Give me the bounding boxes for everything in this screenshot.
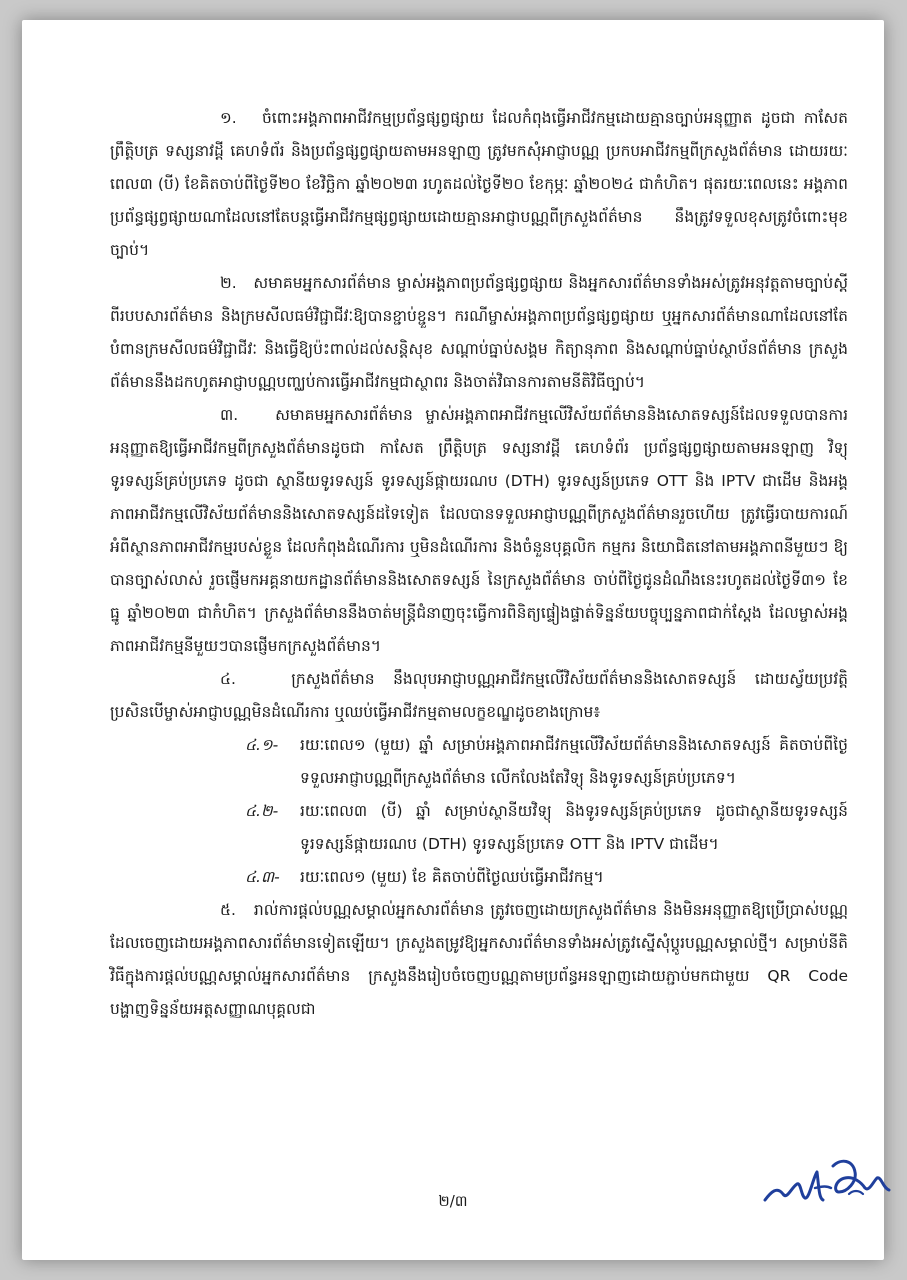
paragraph-3-text: សមាគមអ្នកសារព័ត៌មាន ម្ចាស់អង្គភាពអាជីវកម្មលើវិស័យព័ត៌មាននិងសោតទស្សន៍ដែលទទួលបានការអនុញ្ញាតឱ្យធ្វើអាជីវកម្មពីក្រសួងព័ត៌មានដូចជា កាសែត ព្រឹត្តិបត្រ ទស្សនាវដ្តី គេហទំព័រ ប្រព័ន្ធផ្សព្វផ្សាយតាមអនឡាញ វិទ្យុ ទូរទស្សន៍គ្រប់ប្រភេទ ដូចជា ស្ថានីយទូរទស្សន៍ ទូរទស្សន៍ផ្កាយរណប (DTH) ទូរទស្សន៍ប្រភេទ OTT និង IPTV ជាដើម និងអង្គភាពអាជីវកម្មលើវិស័យព័ត៌មាននិងសោតទស្សន៍ដទៃទៀត ដែលបានទទួលអាជ្ញាបណ្ណពីក្រសួងព័ត៌មានរួចហើយ ត្រូវធ្វើរបាយការណ៍អំពីស្ថានភាពអាជីវកម្មរបស់ខ្លួន ដែលកំពុងដំណើរការ ឬមិនដំណើរការ និងចំនួនបុគ្គលិក កម្មករ និយោជិតនៅតាមអង្គភាពនីមួយៗ ឱ្យបានច្បាស់លាស់ រួចផ្ញើមកអគ្គនាយកដ្ឋានព័ត៌មាននិងសោតទស្សន៍ នៃក្រសួងព័ត៌មាន ចាប់ពីថ្ងៃជូនដំណឹងនេះរហូតដល់ថ្ងៃទី៣១ ខែធ្នូ ឆ្នាំ២០២៣ ជាកំហិត។ ក្រសួងព័ត៌មាននឹងចាត់មន្ត្រីជំនាញចុះធ្វើការពិនិត្យផ្ទៀងផ្ទាត់ទិន្នន័យបច្ចុប្បន្នភាពជាក់ស្តែង ដែលម្ចាស់អង្គភាពអាជីវកម្មនីមួយៗបានផ្ញើមកក្រសួងព័ត៌មាន។ bbox=[110, 406, 848, 655]
paragraph-5-number: ៥. bbox=[220, 901, 236, 919]
sub-item-4-2-number: ៤.២- bbox=[245, 802, 279, 820]
document-page bbox=[22, 20, 884, 1260]
sub-item-4-3 bbox=[245, 861, 848, 894]
sub-item-4-1 bbox=[245, 729, 848, 795]
sub-item-4-3-text: រយៈពេល១ (មួយ) ខែ គិតចាប់ពីថ្ងៃឈប់ធ្វើអាជីវកម្ម។ bbox=[300, 868, 604, 886]
sub-item-4-2 bbox=[245, 795, 848, 861]
paragraph-4-text: ក្រសួងព័ត៌មាន នឹងលុបអាជ្ញាបណ្ណអាជីវកម្មលើវិស័យព័ត៌មាននិងសោតទស្សន៍ ដោយស្វ័យប្រវត្តិ ប្រសិនបើម្ចាស់អាជ្ញាបណ្ណមិនដំណើរការ ឬឈប់ធ្វើអាជីវកម្មតាមលក្ខខណ្ឌដូចខាងក្រោម៖ bbox=[110, 670, 848, 721]
sub-item-4-1-number: ៤.១- bbox=[245, 736, 279, 754]
paragraph-1 bbox=[110, 102, 848, 267]
paragraph-2 bbox=[110, 267, 848, 399]
paragraph-4-number: ៤. bbox=[220, 670, 236, 688]
paragraph-1-text: ចំពោះអង្គភាពអាជីវកម្មប្រព័ន្ធផ្សព្វផ្សាយ ដែលកំពុងធ្វើអាជីវកម្មដោយគ្មានច្បាប់អនុញ្ញាត ដូចជា កាសែត ព្រឹត្តិបត្រ ទស្សនាវដ្តី គេហទំព័រ និងប្រព័ន្ធផ្សព្វផ្សាយតាមអនឡាញ ត្រូវមកសុំអាជ្ញាបណ្ណ ប្រកបអាជីវកម្មពីក្រសួងព័ត៌មាន ដោយរយៈពេល៣ (បី) ខែគិតចាប់ពីថ្ងៃទី២០ ខែវិច្ឆិកា ឆ្នាំ២០២៣ រហូតដល់ថ្ងៃទី២០ ខែកុម្ភៈ ឆ្នាំ២០២៤ ជាកំហិត។ ផុតរយៈពេលនេះ អង្គភាពប្រព័ន្ធផ្សព្វផ្សាយណាដែលនៅតែបន្តធ្វើអាជីវកម្មផ្សព្វផ្សាយដោយគ្មានអាជ្ញាបណ្ណពីក្រសួងព័ត៌មាន នឹងត្រូវទទួលខុសត្រូវចំពោះមុខច្បាប់។ bbox=[110, 109, 848, 259]
paragraph-3 bbox=[110, 399, 848, 663]
paragraph-3-number: ៣. bbox=[220, 406, 239, 424]
paragraph-4 bbox=[110, 663, 848, 729]
signature-initials bbox=[757, 1148, 897, 1218]
paragraph-2-text: សមាគមអ្នកសារព័ត៌មាន ម្ចាស់អង្គភាពប្រព័ន្ធផ្សព្វផ្សាយ និងអ្នកសារព័ត៌មានទាំងអស់ត្រូវអនុវត្តតាមច្បាប់ស្តីពីរបបសារព័ត៌មាន និងក្រមសីលធម៌វិជ្ជាជីវៈឱ្យបានខ្ជាប់ខ្ជួន។ ករណីម្ចាស់អង្គភាពប្រព័ន្ធផ្សព្វផ្សាយ ឬអ្នកសារព័ត៌មានណាដែលនៅតែបំពានក្រមសីលធម៌វិជ្ជាជីវៈ និងធ្វើឱ្យប៉ះពាល់ដល់សន្តិសុខ សណ្តាប់ធ្នាប់សង្គម កិត្យានុភាព និងសណ្តាប់ធ្នាប់ស្ថាប័នព័ត៌មាន ក្រសួងព័ត៌មាននឹងដកហូតអាជ្ញាបណ្ណបញ្ឈប់ការធ្វើអាជីវកម្មជាស្ថាពរ និងចាត់វិធានការតាមនីតិវិធីច្បាប់។ bbox=[110, 274, 848, 391]
document-body bbox=[110, 102, 848, 1026]
sub-item-4-2-text: រយៈពេល៣ (បី) ឆ្នាំ សម្រាប់ស្ថានីយវិទ្យុ និងទូរទស្សន៍គ្រប់ប្រភេទ ដូចជាស្ថានីយទូរទស្សន៍ ទូរទស្សន៍ផ្កាយរណប (DTH) ទូរទស្សន៍ប្រភេទ OTT និង IPTV ជាដើម។ bbox=[300, 802, 848, 853]
paragraph-5-text: រាល់ការផ្តល់បណ្ណសម្គាល់អ្នកសារព័ត៌មាន ត្រូវចេញដោយក្រសួងព័ត៌មាន និងមិនអនុញ្ញាតឱ្យប្រើប្រាស់បណ្ណដែលចេញដោយអង្គភាពសារព័ត៌មានទៀតឡើយ។ ក្រសួងតម្រូវឱ្យអ្នកសារព័ត៌មានទាំងអស់ត្រូវស្នើសុំប្តូរបណ្ណសម្គាល់ថ្មី។ សម្រាប់នីតិវិធីក្នុងការផ្តល់បណ្ណសម្គាល់អ្នកសារព័ត៌មាន ក្រសួងនឹងរៀបចំចេញបណ្ណតាមប្រព័ន្ធអនឡាញដោយភ្ជាប់មកជាមួយ QR Code បង្ហាញទិន្នន័យអត្តសញ្ញាណបុគ្គលជា bbox=[110, 901, 849, 1018]
page-number: ២/៣ bbox=[438, 1192, 468, 1210]
sub-item-4-1-text: រយៈពេល១ (មួយ) ឆ្នាំ សម្រាប់អង្គភាពអាជីវកម្មលើវិស័យព័ត៌មាននិងសោតទស្សន៍ គិតចាប់ពីថ្ងៃទទួលអាជ្ញាបណ្ណពីក្រសួងព័ត៌មាន លើកលែងតែវិទ្យុ និងទូរទស្សន៍គ្រប់ប្រភេទ។ bbox=[300, 736, 848, 787]
paragraph-1-number: ១. bbox=[220, 109, 237, 127]
paragraph-2-number: ២. bbox=[220, 274, 237, 292]
sub-item-4-3-number: ៤.៣- bbox=[245, 868, 280, 886]
paragraph-4-sublist bbox=[110, 729, 848, 894]
paragraph-5 bbox=[110, 894, 848, 1026]
